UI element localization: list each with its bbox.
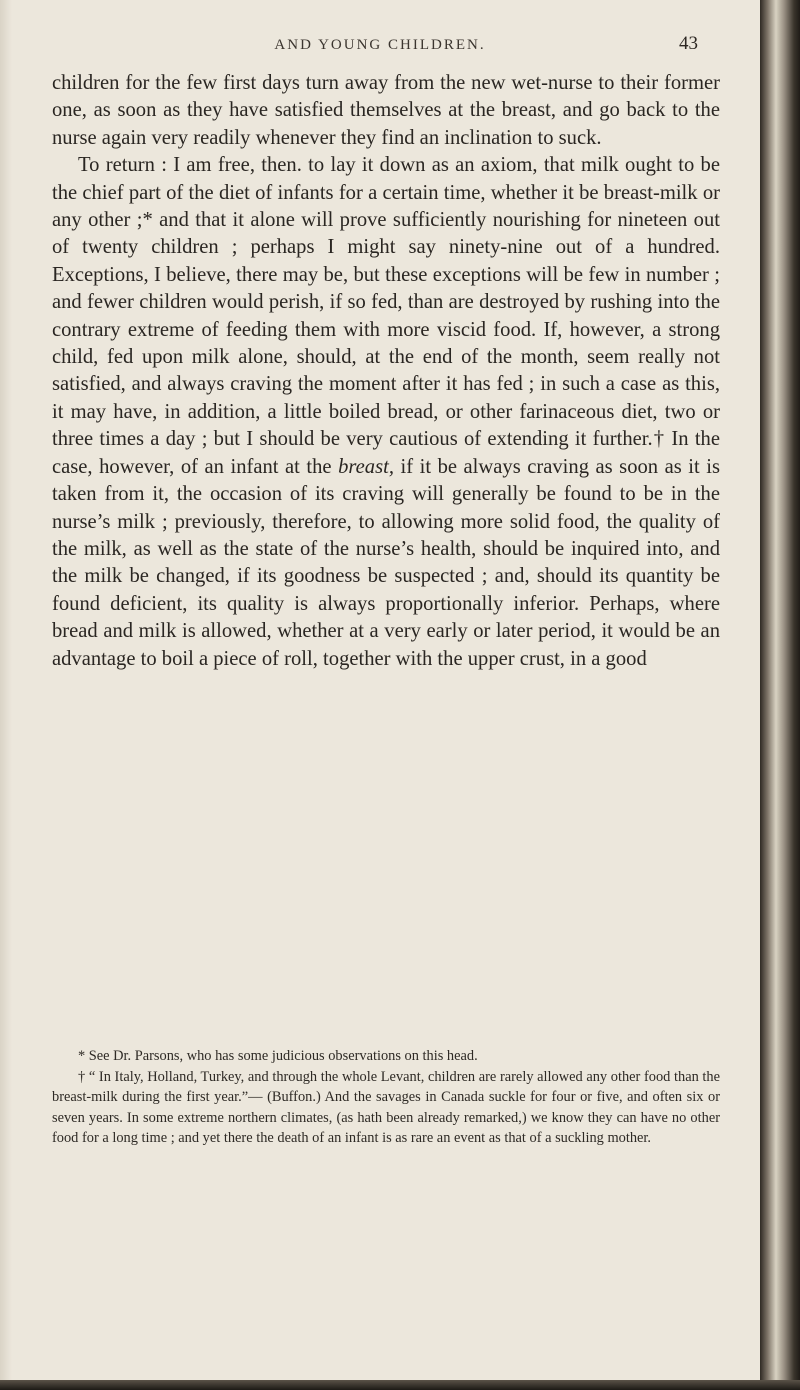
page-header [0, 0, 760, 60]
gutter-shadow [0, 0, 12, 1390]
paragraph-2-part-b: if it be always craving as soon as it is taken from it, the occasion of its craving will generally be found to be in the nurse’s milk ; previously, therefore, to allowing more solid food, the quality of the milk, as well as the state of the nurse’s health, should be inquired into, and the milk be changed, if its goodness be suspected ; and, should its quantity be found deficient, its quality is always proportionally inferior. Perhaps, where bread and milk is allowed, whether at a very early or later period, it would be an advantage to boil a piece of roll, together with the upper crust, in a good [52, 455, 720, 670]
footnote-2: † “ In Italy, Holland, Turkey, and through the whole Levant, children are rarely allowed any other food than the breast-milk during the first year.”— (Buffon.) And the savages in Canada suckle for four or five, and often six or seven years. In some extreme northern climates, (as hath been already remarked,) we know they can have no other food for a long time ; and yet there the death of an infant is as rare an event as that of a suckling mother. [52, 1068, 720, 1147]
scan-bottom-edge [0, 1380, 800, 1390]
paragraph-2 [52, 152, 720, 673]
paragraph-1: children for the few first days turn away from the new wet-nurse to their former one, as soon as they have satisfied themselves at the breast, and go back to the nurse again very readily whenever they find an inclination to suck. [52, 72, 720, 149]
paragraph-2-emphasis: breast, [338, 455, 394, 478]
page-number: 43 [679, 33, 698, 54]
paragraph-2-part-a: To return : I am free, then. to lay it down as an axiom, that milk ought to be the chief part of the diet of infants for a certain time, whether it be breast-milk or any other ;* and that it alone will prove sufficiently nourishing for nineteen out of twenty children ; perhaps I might say ninety-nine out of a hundred. Exceptions, I believe, there may be, but these exceptions will be few in number ; and fewer children would perish, if so fed, than are destroyed by rushing into the contrary extreme of feeding them with more viscid food. If, however, a strong child, fed upon milk alone, should, at the end of the month, seem really not satisfied, and always craving the moment after it has fed ; in such a case as this, it may have, in addition, a little boiled bread, or other farinaceous diet, two or three times a day ; but I should be very cautious of extending it further.† In the case, however, of an infant at the [52, 154, 720, 478]
running-head: AND YOUNG CHILDREN. [274, 37, 486, 53]
body-text [52, 70, 720, 673]
footnotes [52, 1046, 720, 1149]
page-edge-binding [760, 0, 800, 1390]
footnote-1: * See Dr. Parsons, who has some judicious observations on this head. [78, 1048, 478, 1064]
